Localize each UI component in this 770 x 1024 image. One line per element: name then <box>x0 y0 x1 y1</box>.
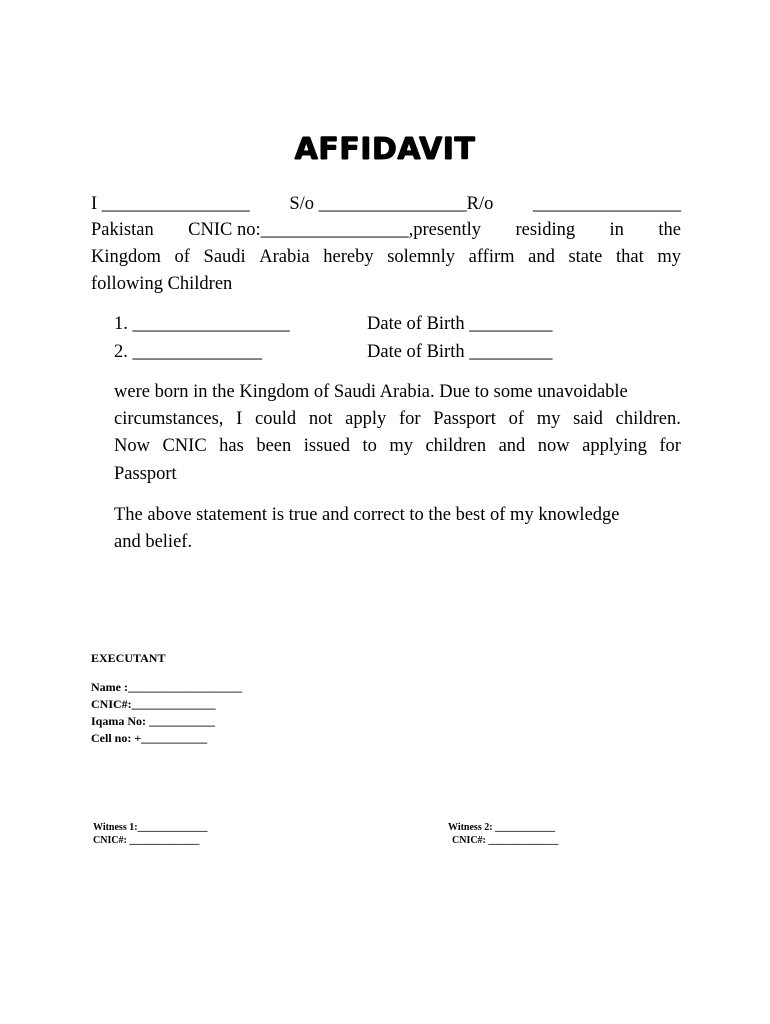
body-word: said <box>573 409 603 429</box>
intro-word: that <box>615 247 644 267</box>
statement-line-2: and belief. <box>114 532 193 552</box>
body-word: to <box>362 436 377 456</box>
body-word: could <box>255 409 297 429</box>
body-word: Passport <box>433 409 496 429</box>
intro-word: Kingdom <box>91 247 161 267</box>
intro-word: and <box>528 247 555 267</box>
intro-word: my <box>657 247 681 267</box>
intro-line-3 <box>91 243 681 271</box>
intro-word: the <box>658 220 681 240</box>
intro-word: state <box>568 247 603 267</box>
intro-word: affirm <box>468 247 515 267</box>
intro-word: ________________ <box>533 194 681 214</box>
statement-line-1: The above statement is true and correct to the best of my knowledge <box>114 505 620 525</box>
witness-1-label: Witness 1:______________ <box>93 822 208 833</box>
executant-name-field: Name :___________________ <box>91 680 242 694</box>
executant-cnic-field: CNIC#:______________ <box>91 697 216 711</box>
witness-2-cnic: CNIC#: ______________ <box>452 835 559 846</box>
body-line-4: Passport <box>114 464 177 484</box>
body-word: issued <box>303 436 350 456</box>
body-word: been <box>256 436 292 456</box>
body-word: my <box>389 436 413 456</box>
body-line-3 <box>114 432 681 460</box>
intro-word: I ________________ <box>91 194 250 214</box>
body-word: of <box>508 409 525 429</box>
body-word: now <box>537 436 570 456</box>
body-line-1: were born in the Kingdom of Saudi Arabia. Due to some unavoidable <box>114 382 628 402</box>
intro-word: Pakistan <box>91 220 154 240</box>
body-word: I <box>236 409 243 429</box>
intro-word: CNIC no:________________,presently <box>188 220 482 240</box>
body-word: applying <box>582 436 647 456</box>
body-word: children <box>425 436 487 456</box>
executant-iqama-field: Iqama No: ___________ <box>91 714 216 728</box>
body-word: children. <box>615 409 681 429</box>
intro-line-2 <box>91 216 681 244</box>
intro-line-4: following Children <box>91 274 233 294</box>
child-2-dob: Date of Birth _________ <box>367 342 553 362</box>
body-line-2 <box>114 405 681 433</box>
intro-word: residing <box>515 220 576 240</box>
executant-cell-field: Cell no: +___________ <box>91 731 208 745</box>
intro-line-1 <box>91 190 681 218</box>
intro-word: S/o ________________R/o <box>289 194 494 214</box>
executant-heading: EXECUTANT <box>91 651 166 665</box>
body-word: not <box>308 409 333 429</box>
intro-word: Saudi <box>203 247 246 267</box>
document-title: AFFIDAVIT <box>294 132 476 167</box>
intro-word: in <box>609 220 624 240</box>
body-word: CNIC <box>162 436 207 456</box>
body-word: my <box>536 409 561 429</box>
body-word: for <box>659 436 681 456</box>
body-word: and <box>498 436 526 456</box>
child-2-number: 2. ______________ <box>114 342 262 362</box>
child-1-number: 1. _________________ <box>114 314 290 334</box>
intro-word: hereby <box>323 247 374 267</box>
intro-word: solemnly <box>387 247 456 267</box>
body-word: has <box>219 436 244 456</box>
witness-1-cnic: CNIC#: ______________ <box>93 835 200 846</box>
body-word: for <box>398 409 421 429</box>
child-1-dob: Date of Birth _________ <box>367 314 553 334</box>
body-word: Now <box>114 436 150 456</box>
intro-word: Arabia <box>259 247 310 267</box>
body-word: circumstances, <box>114 409 224 429</box>
body-word: apply <box>345 409 387 429</box>
intro-word: of <box>174 247 190 267</box>
witness-2-label: Witness 2: ____________ <box>448 822 556 833</box>
